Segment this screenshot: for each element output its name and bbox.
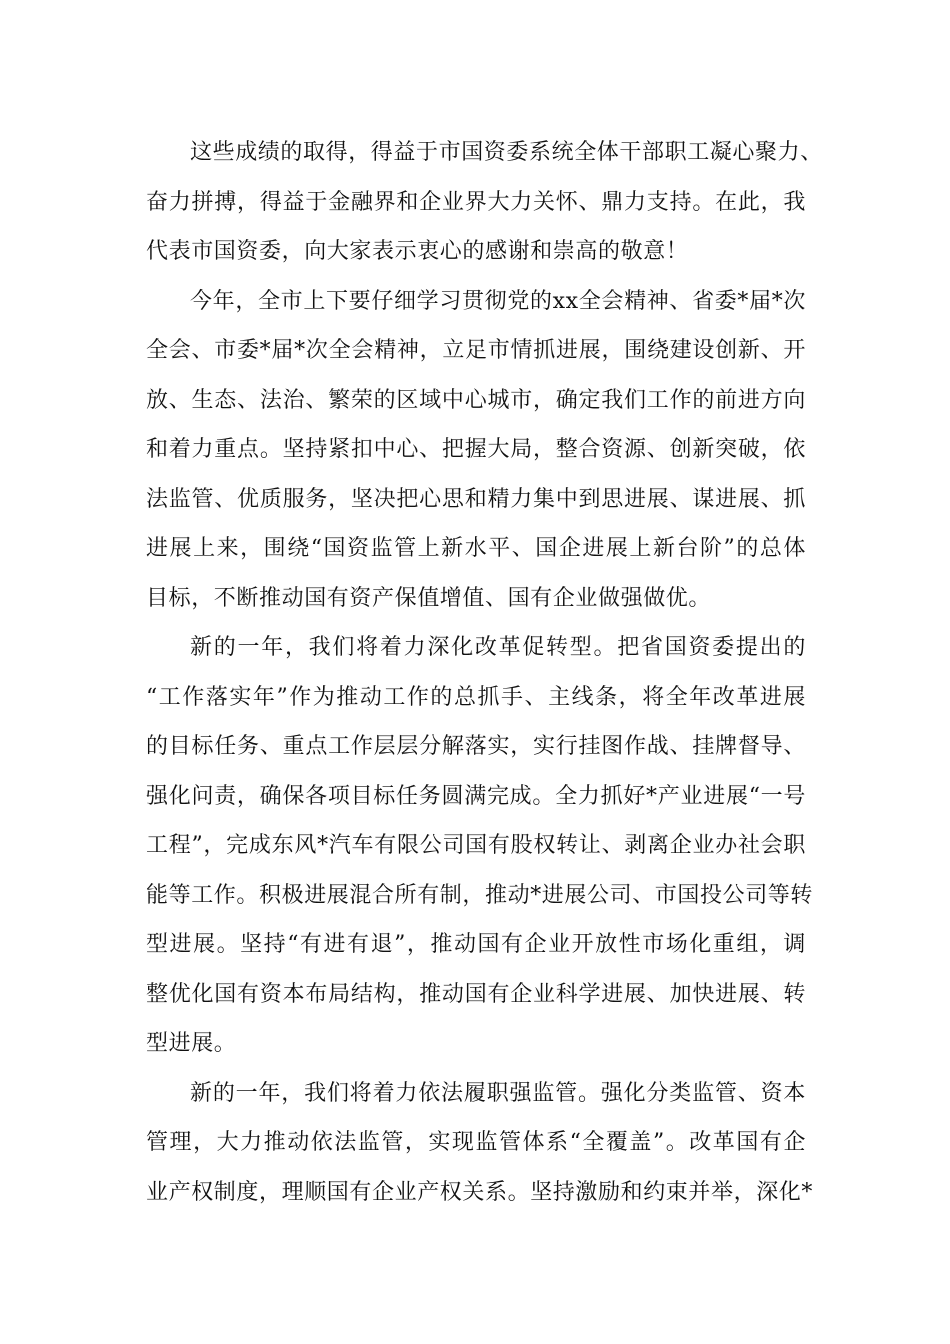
text-line: 能等工作。积极进展混合所有制，推动*进展公司、市国投公司等转	[146, 882, 814, 908]
text-line: 全会、市委*届*次全会精神，立足市情抓进展，围绕建设创新、开	[146, 338, 806, 363]
text-line: 进展上来，围绕“国资监管上新水平、国企进展上新台阶”的总体	[146, 536, 806, 561]
text-line: 今年，全市上下要仔细学习贯彻党的xx全会精神、省委*届*次	[190, 288, 806, 314]
text-line: 管理，大力推动依法监管，实现监管体系“全覆盖”。改革国有企	[146, 1130, 806, 1155]
text-line: 新的一年，我们将着力依法履职强监管。强化分类监管、资本	[190, 1080, 806, 1106]
text-line: 型进展。	[146, 1031, 237, 1056]
text-line: 放、生态、法治、繁荣的区域中心城市，确定我们工作的前进方向	[146, 387, 806, 413]
text-line: 强化问责，确保各项目标任务圆满完成。全力抓好*产业进展“一号	[146, 783, 806, 809]
text-line: 工程”，完成东风*汽车有限公司国有股权转让、剥离企业办社会职	[146, 833, 806, 858]
paragraph-1	[146, 128, 823, 277]
text-line: 代表市国资委，向大家表示衷心的感谢和崇高的敬意！	[146, 239, 689, 264]
text-line: 法监管、优质服务，坚决把心思和精力集中到思进展、谋进展、抓	[146, 486, 806, 512]
paragraph-3	[146, 623, 814, 1069]
text-line: 整优化国有资本布局结构，推动国有企业科学进展、加快进展、转	[146, 981, 806, 1007]
text-line: 和着力重点。坚持紧扣中心、把握大局，整合资源、创新突破，依	[146, 437, 806, 462]
document-body	[146, 128, 823, 1217]
text-line: 业产权制度，理顺国有企业产权关系。坚持激励和约束并举，深化*	[146, 1179, 814, 1205]
text-line: 型进展。坚持“有进有退”，推动国有企业开放性市场化重组，调	[146, 932, 806, 957]
paragraph-2	[146, 277, 806, 624]
text-line: 新的一年，我们将着力深化改革促转型。把省国资委提出的	[190, 635, 806, 660]
text-line: 目标，不断推动国有资产保值增值、国有企业做强做优。	[146, 585, 712, 611]
text-line: 的目标任务、重点工作层层分解落实，实行挂图作战、挂牌督导、	[146, 734, 806, 759]
paragraph-4	[146, 1069, 814, 1218]
text-line: “工作落实年”作为推动工作的总抓手、主线条，将全年改革进展	[146, 684, 806, 710]
text-line: 这些成绩的取得，得益于市国资委系统全体干部职工凝心聚力、	[190, 140, 823, 165]
text-line: 奋力拼搏，得益于金融界和企业界大力关怀、鼎力支持。在此，我	[146, 189, 806, 215]
